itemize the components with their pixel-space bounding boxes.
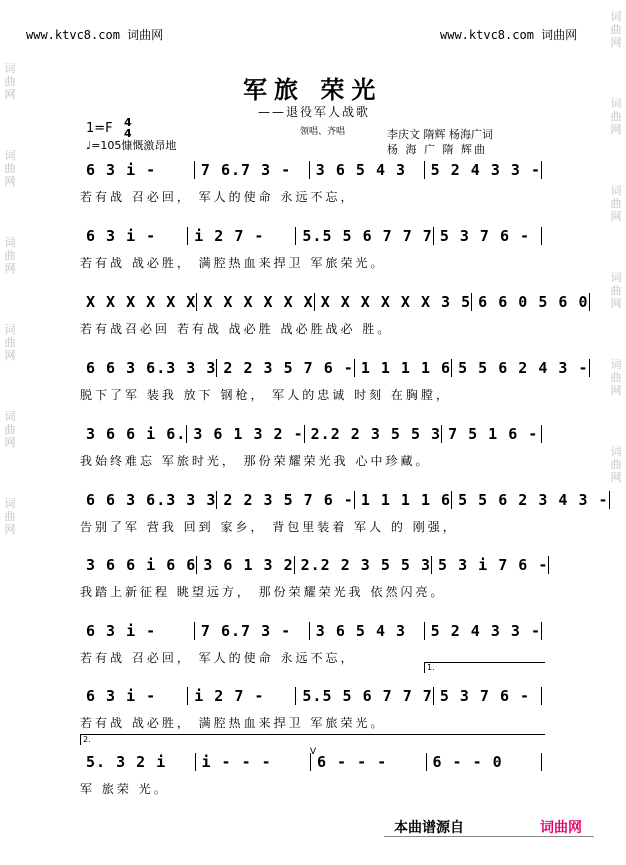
note-line (80, 553, 549, 577)
watermark-char: 曲 (610, 23, 622, 36)
measure: 6 6 0 5 6 0 (471, 293, 589, 311)
lyric-line: 若有战 召必回， 军人的使命 永远不忘， (80, 190, 356, 204)
footer-source-text: 本曲谱源自 (394, 820, 464, 836)
measure: X X X X X X (196, 293, 313, 311)
site-url-left: www.ktvc8.com 词曲网 (26, 28, 164, 42)
breath-mark: V (310, 747, 317, 757)
measure: 5 2 4 3 3 - (424, 161, 542, 179)
watermark-char: 词 (610, 271, 622, 284)
right-watermark (609, 10, 623, 532)
measure: 6 6 3 6.3 3 3 (86, 359, 217, 377)
watermark-char: 曲 (610, 371, 622, 384)
measure: 3 6 5 4 3 (309, 622, 424, 640)
watermark-char: 曲 (4, 75, 16, 88)
measure: 3 6 6 i 6. (86, 425, 187, 443)
measure: 7 6.7 3 - (194, 622, 309, 640)
watermark-char: 曲 (4, 510, 16, 523)
lyric-line: 若有战 战必胜， 满腔热血来捍卫 军旅荣光。 (80, 256, 386, 270)
performance-note: 领唱、齐唱 (300, 127, 346, 137)
watermark-char: 词 (610, 10, 622, 23)
watermark-char: 词 (610, 445, 622, 458)
lyric-line: 告别了军 营我 回到 家乡， 背包里装着 军人 的 刚强， (80, 520, 458, 534)
note-line (80, 158, 542, 182)
footer-logo: 词曲网 (540, 820, 582, 836)
measure: 6 6 3 6.3 3 3 (86, 491, 217, 509)
measure: 3 6 1 3 2 - (186, 425, 303, 443)
lyric-line: 我始终难忘 军旅时光， 那份荣耀荣光我 心中珍藏。 (80, 454, 431, 468)
note-line (80, 619, 542, 643)
watermark-char: 曲 (4, 162, 16, 175)
watermark-char: 网 (610, 471, 622, 484)
measure: 5 5 6 2 3 4 3 - (451, 491, 609, 509)
watermark-char: 网 (610, 210, 622, 223)
site-url-right: www.ktvc8.com 词曲网 (440, 28, 578, 42)
watermark-char: 词 (4, 236, 16, 249)
watermark-char: 网 (610, 384, 622, 397)
measure: 6 - - - (310, 753, 426, 771)
watermark-char: 词 (610, 184, 622, 197)
watermark-char: 词 (610, 358, 622, 371)
measure: 5.5 5 6 7 7 7 (295, 687, 432, 705)
measure: i - - - (195, 753, 311, 771)
watermark-char: 曲 (4, 423, 16, 436)
watermark-char: 词 (4, 62, 16, 75)
key-signature: 1=F (86, 121, 113, 136)
measure: 7 5 1 6 - (441, 425, 542, 443)
lyricists-credit: 李庆文 隋辉 杨海广词 (387, 128, 493, 141)
note-line (80, 422, 542, 446)
measure: 6 3 i - (86, 161, 157, 179)
measure: 5. 3 2 i (86, 753, 167, 771)
first-ending-bracket (424, 662, 545, 673)
score-system (80, 356, 589, 412)
measure: 6 3 i - (86, 227, 157, 245)
watermark-char: 曲 (610, 197, 622, 210)
watermark-char: 网 (4, 436, 16, 449)
left-watermark (3, 62, 17, 584)
watermark-char: 网 (610, 36, 622, 49)
measure: 2.2 2 3 5 5 3 (294, 556, 431, 574)
measure: 1 1 1 1 6 (354, 359, 451, 377)
measure: 5 3 7 6 - (433, 687, 542, 705)
time-signature-bottom: 4 (124, 127, 132, 140)
watermark-char: 曲 (610, 458, 622, 471)
watermark-char: 词 (610, 97, 622, 110)
watermark-char: 词 (4, 323, 16, 336)
measure: 6 3 i - (86, 622, 157, 640)
measure: 7 6.7 3 - (194, 161, 309, 179)
measure: 5 2 4 3 3 - (424, 622, 542, 640)
lyric-line: 军 旅荣 光。 (80, 782, 169, 796)
score-system (80, 290, 589, 346)
watermark-char: 曲 (610, 110, 622, 123)
watermark-char: 网 (610, 123, 622, 136)
measure: 2 2 3 5 7 6 - (216, 359, 353, 377)
measure: 6 3 i - (86, 687, 157, 705)
measure: 5.5 5 6 7 7 7 (295, 227, 432, 245)
measure: 1 1 1 1 6 (354, 491, 451, 509)
measure: 3 6 5 4 3 (309, 161, 424, 179)
note-line (80, 356, 589, 380)
score-system (80, 750, 542, 806)
measure: 3 6 6 i 6 6 (86, 556, 197, 574)
watermark-char: 词 (4, 497, 16, 510)
watermark-char: 曲 (4, 249, 16, 262)
score-system (80, 553, 549, 609)
time-signature-top: 4 (124, 116, 132, 129)
measure: i 2 7 - (187, 227, 295, 245)
watermark-char: 网 (4, 262, 16, 275)
note-line (80, 224, 542, 248)
score-system (80, 158, 542, 214)
measure: 6 - - 0 (426, 753, 543, 771)
watermark-char: 网 (610, 297, 622, 310)
measure: X X X X X X 3 5 (314, 293, 471, 311)
measure: 3 6 1 3 2 (196, 556, 293, 574)
measure: 2.2 2 3 5 5 3 (304, 425, 441, 443)
subtitle: ——退役军人战歌 (258, 105, 371, 119)
watermark-char: 网 (4, 175, 16, 188)
watermark-char: 曲 (610, 284, 622, 297)
measure: 5 3 7 6 - (433, 227, 542, 245)
score-system (80, 224, 542, 280)
watermark-char: 网 (4, 523, 16, 536)
note-line (80, 488, 609, 512)
lyric-line: 脱下了军 装我 放下 钢枪， 军人的忠诚 时刻 在胸膛， (80, 388, 451, 402)
composers-credit: 杨 海 广 隋 辉曲 (387, 143, 487, 156)
watermark-char: 网 (4, 88, 16, 101)
note-line (80, 290, 589, 314)
lyric-line: 若有战 战必胜， 满腔热血来捍卫 军旅荣光。 (80, 716, 386, 730)
second-ending-label: 2. (83, 735, 91, 744)
measure: X X X X X X (86, 293, 197, 311)
lyric-line: 若有战召必回 若有战 战必胜 战必胜战必 胜。 (80, 322, 393, 336)
watermark-char: 网 (4, 349, 16, 362)
measure: 5 5 6 2 4 3 - (451, 359, 589, 377)
measure: 2 2 3 5 7 6 - (216, 491, 353, 509)
lyric-line: 若有战 召必回， 军人的使命 永远不忘， (80, 651, 356, 665)
watermark-char: 词 (4, 410, 16, 423)
score-system (80, 488, 609, 544)
page-title: 军旅 荣光 (243, 76, 383, 104)
watermark-char: 词 (4, 149, 16, 162)
measure: 5 3 i 7 6 - (431, 556, 549, 574)
score-system (80, 684, 542, 740)
watermark-char: 曲 (4, 336, 16, 349)
first-ending-label: 1. (427, 663, 435, 672)
note-line (80, 684, 542, 708)
score-system (80, 422, 542, 478)
measure: i 2 7 - (187, 687, 295, 705)
second-ending-bracket (80, 734, 545, 745)
tempo-marking: ♩=105慷慨激昂地 (86, 139, 177, 152)
lyric-line: 我踏上新征程 眺望远方， 那份荣耀荣光我 依然闪亮。 (80, 585, 446, 599)
